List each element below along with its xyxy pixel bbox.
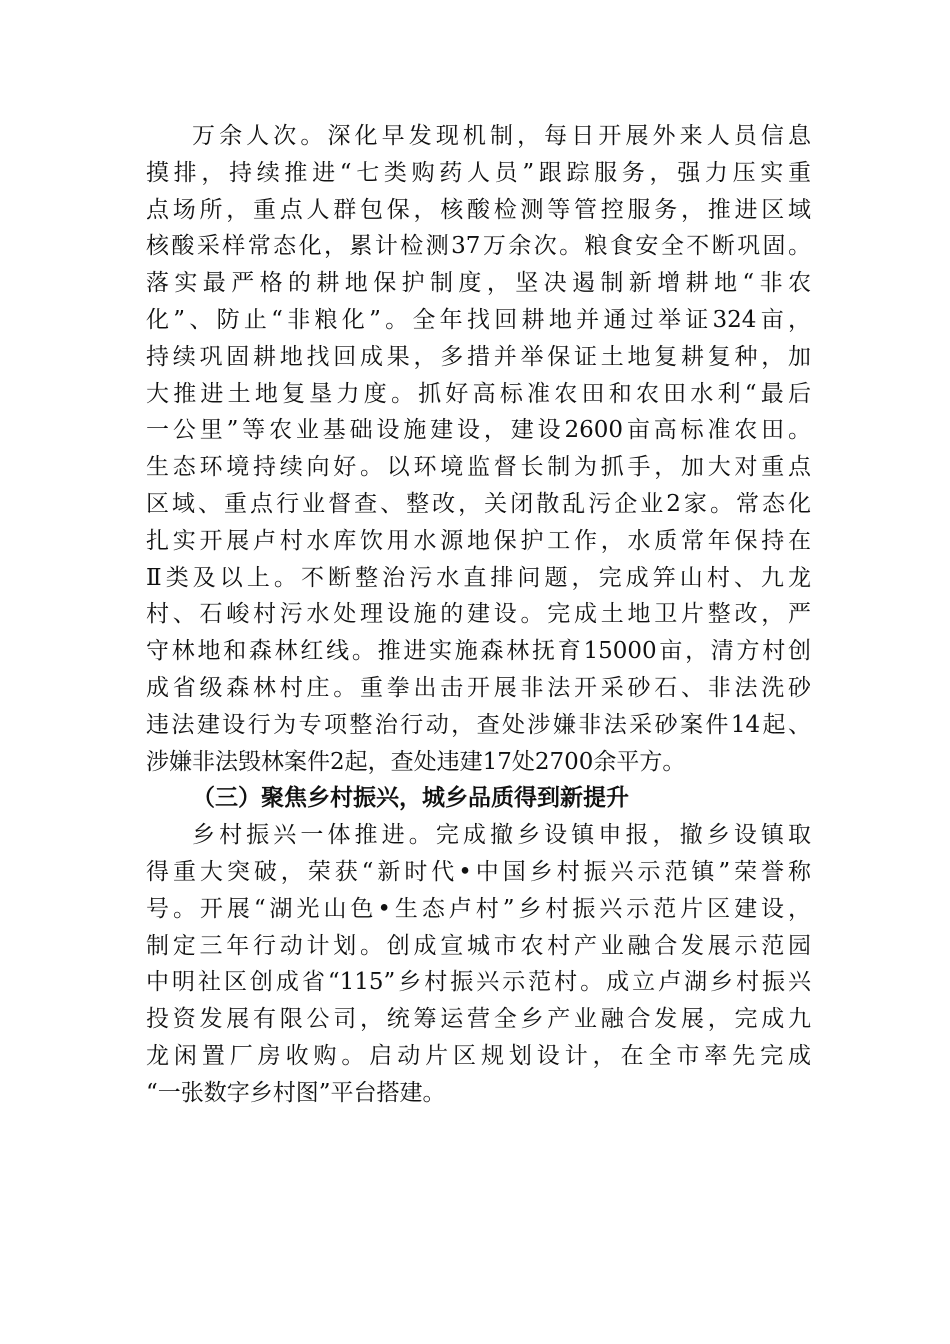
paragraph-line: 万余人次。深化早发现机制，每日开展外来人员信息 — [192, 123, 811, 149]
paragraph-line: 成省级森林村庄。重拳出击开展非法开采砂石、非法洗砂 — [146, 674, 811, 701]
paragraph-line: 摸排，持续推进“七类购药人员”跟踪服务，强力压实重 — [146, 159, 811, 186]
paragraph — [146, 817, 811, 1111]
paragraph-line: 化”、防止“非粮化”。全年找回耕地并通过举证324亩， — [146, 306, 811, 333]
paragraph — [146, 118, 811, 780]
paragraph-line: 一公里”等农业基础设施建设，建设2600亩高标准农田。 — [146, 417, 811, 444]
paragraph-line: 号。开展“湖光山色•生态卢村”乡村振兴示范片区建设， — [146, 895, 811, 922]
paragraph-line: “一张数字乡村图”平台搭建。 — [146, 1079, 446, 1106]
paragraph-line: 制定三年行动计划。创成宣城市农村产业融合发展示范园 — [146, 932, 811, 959]
paragraph-line: 投资发展有限公司，统筹运营全乡产业融合发展，完成九 — [146, 1006, 811, 1033]
paragraph-line: 持续巩固耕地找回成果，多措并举保证土地复耕复种，加 — [146, 343, 811, 370]
paragraph-line: 区域、重点行业督查、整改，关闭散乱污企业2家。常态化 — [146, 490, 811, 517]
section-heading: （三）聚焦乡村振兴，城乡品质得到新提升 — [192, 784, 629, 812]
paragraph-line: 大推进土地复垦力度。抓好高标准农田和农田水利“最后 — [146, 380, 811, 407]
paragraph-line: 扎实开展卢村水库饮用水源地保护工作，水质常年保持在 — [146, 527, 811, 554]
paragraph-line: 生态环境持续向好。以环境监督长制为抓手，加大对重点 — [146, 454, 811, 481]
paragraph-line: 涉嫌非法毁林案件2起，查处违建17处2700余平方。 — [146, 748, 686, 775]
paragraph-line: 得重大突破，荣获“新时代•中国乡村振兴示范镇”荣誉称 — [146, 858, 811, 885]
paragraph-line: 乡村振兴一体推进。完成撤乡设镇申报，撤乡设镇取 — [192, 822, 811, 849]
document-body — [146, 118, 811, 1112]
paragraph-line: 点场所，重点人群包保，核酸检测等管控服务，推进区域 — [146, 196, 811, 223]
paragraph-line: 村、石峻村污水处理设施的建设。完成土地卫片整改，严 — [146, 601, 811, 628]
paragraph-line: Ⅱ类及以上。不断整治污水直排问题，完成笄山村、九龙 — [146, 564, 811, 591]
paragraph-line: 核酸采样常态化，累计检测37万余次。粮食安全不断巩固。 — [146, 233, 811, 260]
paragraph-line: 龙闲置厂房收购。启动片区规划设计，在全市率先完成 — [146, 1042, 811, 1069]
paragraph-line: 守林地和森林红线。推进实施森林抚育15000亩，清方村创 — [146, 638, 811, 665]
paragraph-line: 中明社区创成省“115”乡村振兴示范村。成立卢湖乡村振兴 — [146, 969, 811, 996]
paragraph-line: 落实最严格的耕地保护制度，坚决遏制新增耕地“非农 — [146, 270, 811, 297]
paragraph-line: 违法建设行为专项整治行动，查处涉嫌非法采砂案件14起、 — [146, 711, 811, 738]
